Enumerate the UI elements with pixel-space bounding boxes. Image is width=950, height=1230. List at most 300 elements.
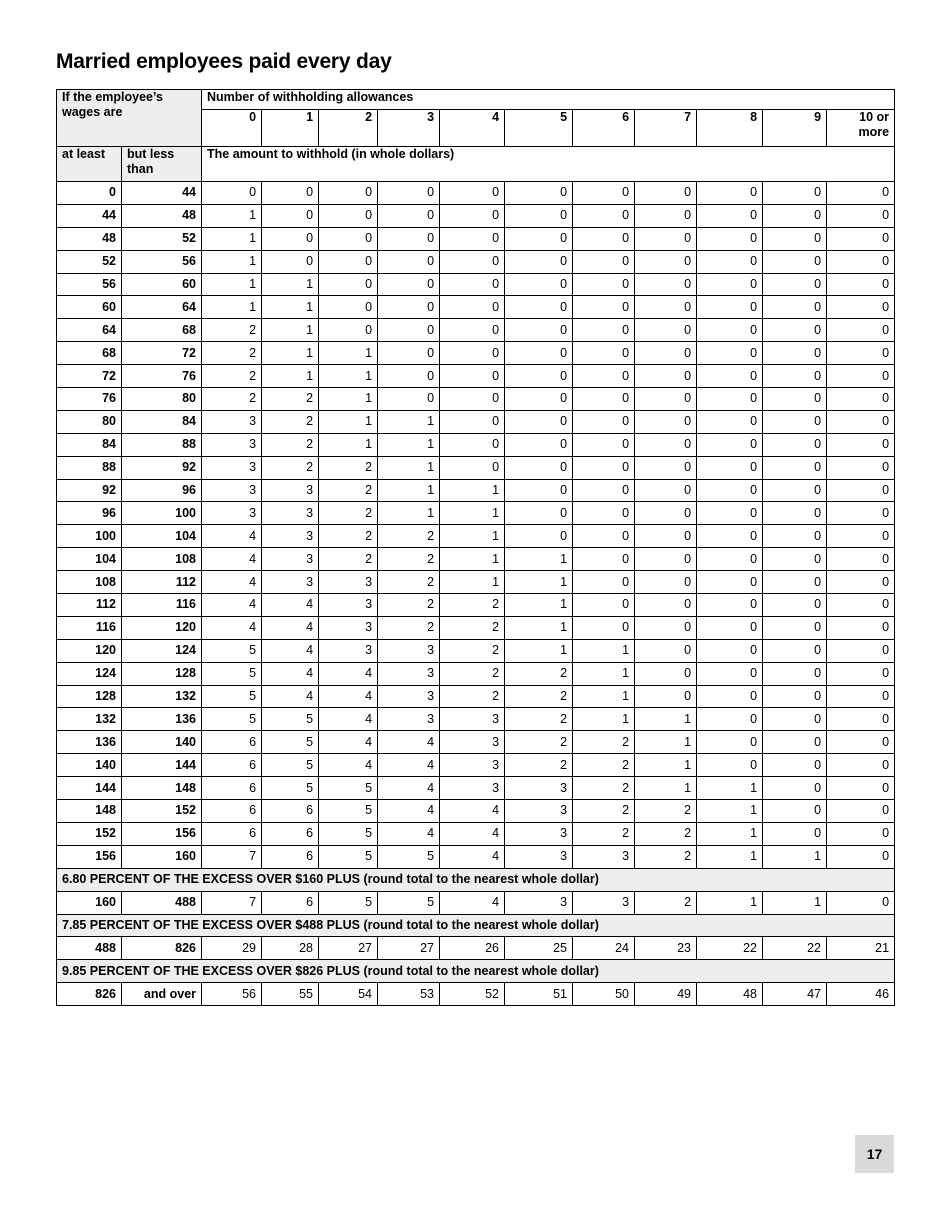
withholding-amount: 0 <box>827 433 895 456</box>
wage-but-less-than: 136 <box>122 708 202 731</box>
withholding-amount: 3 <box>573 891 635 914</box>
wage-at-least: 56 <box>57 273 122 296</box>
wage-at-least: 148 <box>57 800 122 823</box>
withholding-amount: 0 <box>763 616 827 639</box>
withholding-amount: 0 <box>505 273 573 296</box>
withholding-amount: 7 <box>202 845 262 868</box>
withholding-amount: 0 <box>697 479 763 502</box>
withholding-amount: 5 <box>378 845 440 868</box>
allowance-column-header: 9 <box>763 110 827 147</box>
withholding-amount: 3 <box>378 639 440 662</box>
withholding-amount: 5 <box>319 845 378 868</box>
wage-at-least: 132 <box>57 708 122 731</box>
withholding-amount: 3 <box>262 502 319 525</box>
withholding-amount: 2 <box>202 365 262 388</box>
withholding-amount: 0 <box>697 227 763 250</box>
withholding-amount: 49 <box>635 983 697 1006</box>
withholding-amount: 0 <box>763 754 827 777</box>
withholding-amount: 0 <box>378 319 440 342</box>
table-row <box>57 662 895 685</box>
withholding-amount: 0 <box>505 227 573 250</box>
withholding-amount: 0 <box>440 182 505 205</box>
withholding-amount: 21 <box>827 937 895 960</box>
withholding-amount: 3 <box>202 456 262 479</box>
wage-at-least: 104 <box>57 548 122 571</box>
wage-but-less-than: 112 <box>122 571 202 594</box>
wage-but-less-than: 88 <box>122 433 202 456</box>
wage-at-least: 100 <box>57 525 122 548</box>
withholding-amount: 0 <box>827 227 895 250</box>
withholding-amount: 0 <box>440 273 505 296</box>
wage-at-least: 136 <box>57 731 122 754</box>
withholding-amount: 0 <box>319 273 378 296</box>
withholding-amount: 3 <box>505 777 573 800</box>
table-row <box>57 845 895 868</box>
withholding-amount: 3 <box>202 433 262 456</box>
wage-but-less-than: 68 <box>122 319 202 342</box>
withholding-amount: 0 <box>763 731 827 754</box>
withholding-amount: 2 <box>505 708 573 731</box>
withholding-amount: 2 <box>319 502 378 525</box>
withholding-amount: 0 <box>763 273 827 296</box>
withholding-amount: 5 <box>202 662 262 685</box>
withholding-amount: 1 <box>697 891 763 914</box>
withholding-amount: 1 <box>635 731 697 754</box>
withholding-amount: 0 <box>763 571 827 594</box>
withholding-amount: 6 <box>202 777 262 800</box>
withholding-amount: 27 <box>319 937 378 960</box>
withholding-amount: 1 <box>262 342 319 365</box>
withholding-amount: 0 <box>262 182 319 205</box>
withholding-amount: 2 <box>319 525 378 548</box>
withholding-amount: 4 <box>202 548 262 571</box>
withholding-amount: 0 <box>827 731 895 754</box>
withholding-amount: 4 <box>262 662 319 685</box>
withholding-amount: 6 <box>202 731 262 754</box>
withholding-amount: 0 <box>573 182 635 205</box>
withholding-amount: 1 <box>763 891 827 914</box>
page-title: Married employees paid every day <box>56 50 392 73</box>
withholding-amount: 0 <box>635 433 697 456</box>
withholding-amount: 1 <box>440 571 505 594</box>
withholding-amount: 4 <box>262 616 319 639</box>
wage-but-less-than: 48 <box>122 204 202 227</box>
withholding-amount: 4 <box>262 639 319 662</box>
table-row <box>57 639 895 662</box>
withholding-amount: 0 <box>505 525 573 548</box>
withholding-amount: 0 <box>827 182 895 205</box>
withholding-amount: 0 <box>505 182 573 205</box>
wage-at-least: 96 <box>57 502 122 525</box>
table-row <box>57 250 895 273</box>
withholding-amount: 22 <box>763 937 827 960</box>
wage-at-least: 144 <box>57 777 122 800</box>
withholding-amount: 0 <box>827 410 895 433</box>
withholding-amount: 2 <box>440 616 505 639</box>
withholding-amount: 2 <box>573 822 635 845</box>
withholding-amount: 2 <box>378 525 440 548</box>
bracket-note-row <box>57 914 895 937</box>
withholding-amount: 1 <box>697 822 763 845</box>
wage-at-least: 108 <box>57 571 122 594</box>
wage-at-least: 120 <box>57 639 122 662</box>
withholding-amount: 0 <box>635 182 697 205</box>
wage-at-least: 84 <box>57 433 122 456</box>
withholding-amount: 0 <box>635 410 697 433</box>
withholding-amount: 4 <box>440 845 505 868</box>
withholding-amount: 1 <box>202 273 262 296</box>
table-row <box>57 937 895 960</box>
withholding-amount: 0 <box>505 365 573 388</box>
withholding-amount: 1 <box>505 594 573 617</box>
withholding-amount: 0 <box>697 204 763 227</box>
withholding-amount: 0 <box>635 479 697 502</box>
withholding-amount: 6 <box>202 822 262 845</box>
withholding-amount: 0 <box>573 456 635 479</box>
withholding-amount: 0 <box>697 273 763 296</box>
wage-but-less-than: 156 <box>122 822 202 845</box>
withholding-amount: 0 <box>763 319 827 342</box>
wage-but-less-than: 132 <box>122 685 202 708</box>
withholding-amount: 0 <box>635 273 697 296</box>
withholding-amount: 2 <box>262 456 319 479</box>
withholding-amount: 3 <box>319 571 378 594</box>
withholding-amount: 0 <box>827 525 895 548</box>
withholding-amount: 0 <box>697 250 763 273</box>
withholding-amount: 0 <box>635 525 697 548</box>
withholding-amount: 24 <box>573 937 635 960</box>
but-less-than-header: but less than <box>122 147 202 182</box>
withholding-amount: 1 <box>319 388 378 411</box>
withholding-amount: 0 <box>763 204 827 227</box>
wage-but-less-than: 124 <box>122 639 202 662</box>
withholding-amount: 1 <box>505 616 573 639</box>
withholding-amount: 5 <box>262 708 319 731</box>
withholding-amount: 5 <box>202 685 262 708</box>
withholding-amount: 0 <box>573 319 635 342</box>
withholding-amount: 0 <box>573 502 635 525</box>
bracket-note: 9.85 PERCENT OF THE EXCESS OVER $826 PLUS (round total to the nearest whole dollar) <box>57 960 895 983</box>
withholding-amount: 1 <box>635 708 697 731</box>
withholding-amount: 3 <box>573 845 635 868</box>
withholding-amount: 0 <box>697 342 763 365</box>
withholding-amount: 0 <box>827 342 895 365</box>
wage-at-least: 128 <box>57 685 122 708</box>
withholding-amount: 0 <box>697 571 763 594</box>
withholding-amount: 5 <box>202 639 262 662</box>
wage-at-least: 152 <box>57 822 122 845</box>
withholding-amount: 2 <box>440 662 505 685</box>
table-row <box>57 708 895 731</box>
wage-but-less-than: 140 <box>122 731 202 754</box>
withholding-amount: 0 <box>697 410 763 433</box>
withholding-amount: 4 <box>262 594 319 617</box>
table-row <box>57 731 895 754</box>
withholding-amount: 0 <box>378 204 440 227</box>
withholding-amount: 1 <box>763 845 827 868</box>
withholding-amount: 2 <box>635 891 697 914</box>
withholding-amount: 1 <box>573 685 635 708</box>
withholding-amount: 5 <box>319 822 378 845</box>
withholding-amount: 0 <box>763 502 827 525</box>
wage-at-least: 160 <box>57 891 122 914</box>
wages-header: If the employee’s wages are <box>57 90 202 147</box>
withholding-amount: 2 <box>440 639 505 662</box>
withholding-amount: 1 <box>202 227 262 250</box>
withholding-amount: 5 <box>319 891 378 914</box>
withholding-amount: 4 <box>319 662 378 685</box>
withholding-amount: 0 <box>505 388 573 411</box>
withholding-amount: 0 <box>697 296 763 319</box>
wage-at-least: 68 <box>57 342 122 365</box>
withholding-amount: 0 <box>319 319 378 342</box>
table-row <box>57 388 895 411</box>
wage-at-least: 64 <box>57 319 122 342</box>
withholding-amount: 51 <box>505 983 573 1006</box>
withholding-table <box>56 89 895 1006</box>
withholding-amount: 4 <box>262 685 319 708</box>
withholding-amount: 0 <box>573 342 635 365</box>
withholding-amount: 6 <box>262 845 319 868</box>
withholding-amount: 29 <box>202 937 262 960</box>
wage-but-less-than: 64 <box>122 296 202 319</box>
withholding-amount: 3 <box>505 800 573 823</box>
wage-at-least: 92 <box>57 479 122 502</box>
withholding-amount: 1 <box>505 548 573 571</box>
withholding-amount: 2 <box>440 594 505 617</box>
amount-header: The amount to withhold (in whole dollars) <box>202 147 895 182</box>
wage-at-least: 80 <box>57 410 122 433</box>
withholding-amount: 0 <box>827 571 895 594</box>
withholding-amount: 0 <box>505 319 573 342</box>
withholding-amount: 4 <box>202 594 262 617</box>
table-row <box>57 502 895 525</box>
withholding-amount: 0 <box>827 594 895 617</box>
withholding-amount: 0 <box>827 296 895 319</box>
withholding-amount: 0 <box>697 616 763 639</box>
withholding-amount: 1 <box>262 319 319 342</box>
withholding-amount: 4 <box>378 754 440 777</box>
withholding-amount: 0 <box>319 250 378 273</box>
bracket-note: 6.80 PERCENT OF THE EXCESS OVER $160 PLUS (round total to the nearest whole dollar) <box>57 868 895 891</box>
wage-but-less-than: 52 <box>122 227 202 250</box>
allowance-column-header: 4 <box>440 110 505 147</box>
withholding-amount: 3 <box>262 571 319 594</box>
withholding-amount: 4 <box>202 525 262 548</box>
allowance-column-header: 7 <box>635 110 697 147</box>
withholding-amount: 0 <box>440 250 505 273</box>
withholding-amount: 3 <box>440 708 505 731</box>
withholding-amount: 0 <box>262 227 319 250</box>
withholding-amount: 1 <box>202 296 262 319</box>
withholding-amount: 0 <box>440 204 505 227</box>
wage-but-less-than: 80 <box>122 388 202 411</box>
withholding-amount: 4 <box>319 754 378 777</box>
withholding-amount: 0 <box>635 388 697 411</box>
withholding-amount: 0 <box>697 456 763 479</box>
withholding-amount: 0 <box>697 502 763 525</box>
withholding-amount: 0 <box>378 296 440 319</box>
withholding-amount: 52 <box>440 983 505 1006</box>
withholding-amount: 0 <box>635 571 697 594</box>
withholding-amount: 0 <box>505 410 573 433</box>
withholding-amount: 1 <box>378 479 440 502</box>
bracket-note-row <box>57 868 895 891</box>
wage-but-less-than: 76 <box>122 365 202 388</box>
table-row <box>57 822 895 845</box>
wage-at-least: 140 <box>57 754 122 777</box>
withholding-amount: 4 <box>440 822 505 845</box>
page-number: 17 <box>855 1135 894 1173</box>
wage-at-least: 52 <box>57 250 122 273</box>
withholding-amount: 25 <box>505 937 573 960</box>
allowance-column-header: 6 <box>573 110 635 147</box>
bracket-note-row <box>57 960 895 983</box>
wage-but-less-than: 56 <box>122 250 202 273</box>
withholding-amount: 0 <box>763 639 827 662</box>
withholding-amount: 4 <box>378 822 440 845</box>
withholding-amount: 0 <box>697 639 763 662</box>
withholding-amount: 1 <box>319 410 378 433</box>
withholding-amount: 1 <box>635 777 697 800</box>
wage-but-less-than: 96 <box>122 479 202 502</box>
wage-but-less-than: 160 <box>122 845 202 868</box>
withholding-amount: 3 <box>440 754 505 777</box>
wage-at-least: 76 <box>57 388 122 411</box>
table-row <box>57 983 895 1006</box>
withholding-amount: 0 <box>763 433 827 456</box>
wage-at-least: 826 <box>57 983 122 1006</box>
allowance-column-header: 5 <box>505 110 573 147</box>
wage-but-less-than: 44 <box>122 182 202 205</box>
withholding-amount: 2 <box>440 685 505 708</box>
withholding-amount: 0 <box>827 891 895 914</box>
withholding-amount: 0 <box>827 456 895 479</box>
table-row <box>57 410 895 433</box>
withholding-amount: 0 <box>505 479 573 502</box>
withholding-amount: 4 <box>440 891 505 914</box>
table-row <box>57 227 895 250</box>
withholding-amount: 5 <box>262 754 319 777</box>
withholding-amount: 3 <box>505 845 573 868</box>
withholding-amount: 2 <box>378 571 440 594</box>
allowance-column-header: 3 <box>378 110 440 147</box>
allowance-column-header: 1 <box>262 110 319 147</box>
withholding-amount: 3 <box>319 616 378 639</box>
table-row <box>57 182 895 205</box>
withholding-amount: 0 <box>573 296 635 319</box>
withholding-amount: 0 <box>573 204 635 227</box>
withholding-amount: 2 <box>378 548 440 571</box>
withholding-amount: 26 <box>440 937 505 960</box>
withholding-amount: 1 <box>505 639 573 662</box>
withholding-amount: 2 <box>635 800 697 823</box>
withholding-amount: 53 <box>378 983 440 1006</box>
withholding-amount: 3 <box>440 777 505 800</box>
withholding-amount: 0 <box>827 204 895 227</box>
withholding-amount: 4 <box>202 571 262 594</box>
withholding-amount: 5 <box>262 731 319 754</box>
withholding-amount: 3 <box>378 662 440 685</box>
withholding-amount: 0 <box>697 731 763 754</box>
bracket-note: 7.85 PERCENT OF THE EXCESS OVER $488 PLUS (round total to the nearest whole dollar) <box>57 914 895 937</box>
withholding-amount: 3 <box>378 685 440 708</box>
withholding-amount: 0 <box>763 548 827 571</box>
table-row <box>57 800 895 823</box>
withholding-amount: 46 <box>827 983 895 1006</box>
withholding-amount: 1 <box>505 571 573 594</box>
withholding-amount: 0 <box>573 388 635 411</box>
withholding-amount: 0 <box>827 273 895 296</box>
withholding-amount: 0 <box>635 616 697 639</box>
withholding-amount: 0 <box>635 594 697 617</box>
withholding-amount: 0 <box>635 685 697 708</box>
withholding-amount: 0 <box>440 410 505 433</box>
wage-at-least: 60 <box>57 296 122 319</box>
withholding-amount: 7 <box>202 891 262 914</box>
withholding-amount: 0 <box>763 479 827 502</box>
withholding-amount: 1 <box>378 410 440 433</box>
withholding-amount: 4 <box>378 800 440 823</box>
withholding-amount: 0 <box>763 525 827 548</box>
withholding-amount: 0 <box>573 571 635 594</box>
withholding-amount: 2 <box>505 754 573 777</box>
table-row <box>57 342 895 365</box>
table-row <box>57 685 895 708</box>
withholding-amount: 4 <box>378 731 440 754</box>
withholding-amount: 3 <box>202 410 262 433</box>
allowances-header: Number of withholding allowances <box>202 90 895 110</box>
withholding-amount: 2 <box>573 731 635 754</box>
withholding-amount: 0 <box>573 410 635 433</box>
withholding-amount: 1 <box>573 662 635 685</box>
withholding-amount: 0 <box>505 296 573 319</box>
wage-at-least: 0 <box>57 182 122 205</box>
withholding-amount: 0 <box>440 433 505 456</box>
withholding-amount: 0 <box>505 204 573 227</box>
withholding-amount: 0 <box>573 479 635 502</box>
withholding-amount: 2 <box>505 731 573 754</box>
withholding-amount: 0 <box>319 182 378 205</box>
withholding-amount: 0 <box>573 594 635 617</box>
withholding-amount: 23 <box>635 937 697 960</box>
withholding-amount: 4 <box>319 731 378 754</box>
withholding-amount: 3 <box>319 594 378 617</box>
withholding-amount: 2 <box>635 845 697 868</box>
table-row <box>57 204 895 227</box>
withholding-amount: 1 <box>378 433 440 456</box>
withholding-amount: 0 <box>763 456 827 479</box>
withholding-amount: 0 <box>827 708 895 731</box>
withholding-amount: 0 <box>763 777 827 800</box>
allowance-column-header: 8 <box>697 110 763 147</box>
withholding-amount: 0 <box>697 319 763 342</box>
table-row <box>57 754 895 777</box>
withholding-amount: 2 <box>262 410 319 433</box>
table-row <box>57 319 895 342</box>
wage-but-less-than: 116 <box>122 594 202 617</box>
withholding-amount: 0 <box>378 365 440 388</box>
table-row <box>57 273 895 296</box>
wage-at-least: 44 <box>57 204 122 227</box>
wage-but-less-than: 92 <box>122 456 202 479</box>
withholding-amount: 1 <box>262 365 319 388</box>
withholding-amount: 0 <box>763 296 827 319</box>
withholding-amount: 2 <box>378 594 440 617</box>
withholding-amount: 0 <box>697 708 763 731</box>
withholding-amount: 6 <box>202 800 262 823</box>
table-row <box>57 616 895 639</box>
